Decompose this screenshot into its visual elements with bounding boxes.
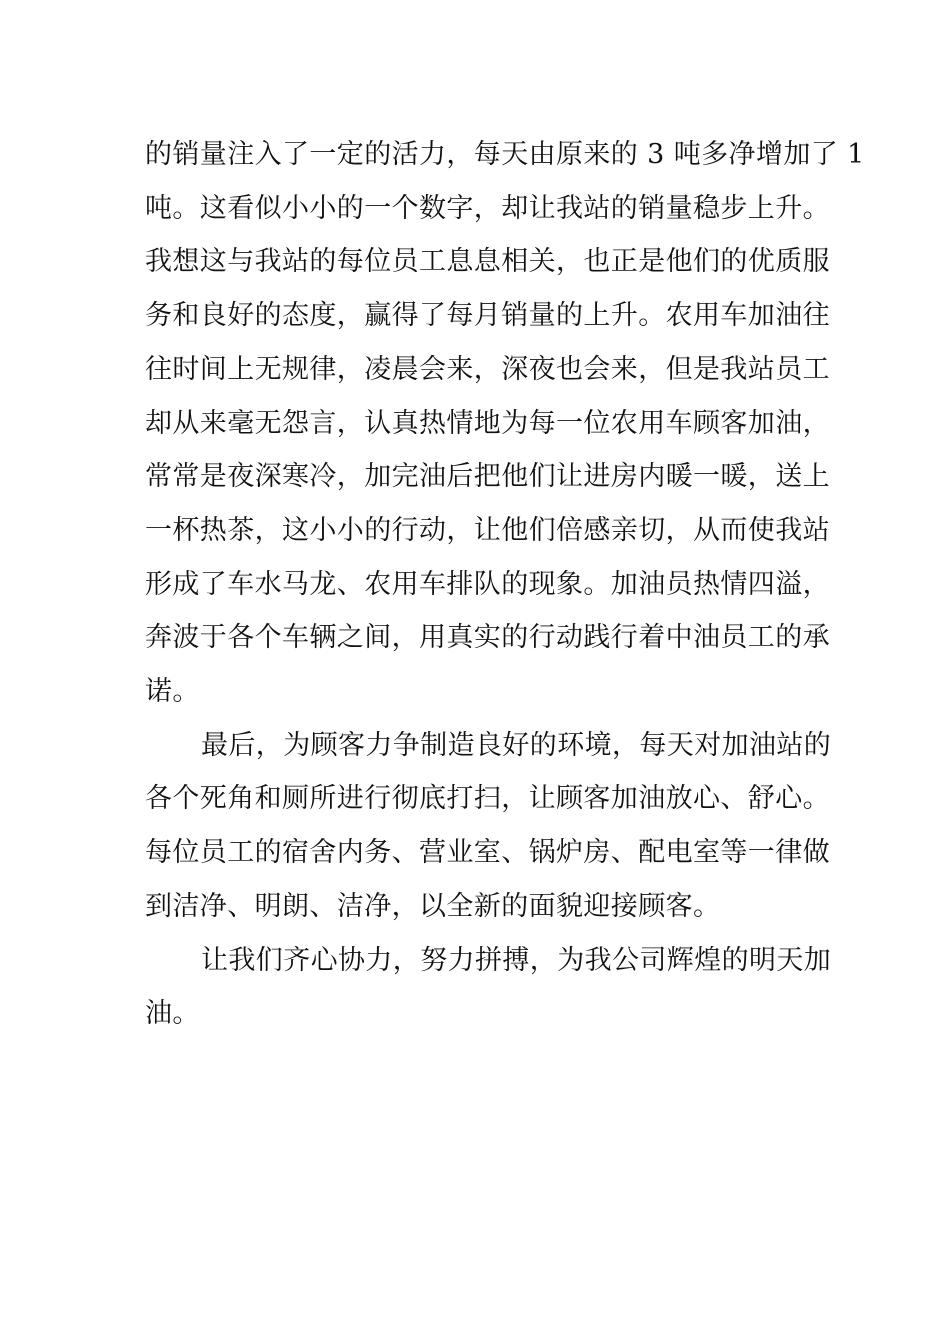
text-line: 往时间上无规律，凌晨会来，深夜也会来，但是我站员工 bbox=[145, 353, 830, 385]
text-line: 我想这与我站的每位员工息息相关，也正是他们的优质服 bbox=[145, 246, 830, 278]
text-line: 每位员工的宿舍内务、营业室、锅炉房、配电室等一律做 bbox=[145, 837, 830, 869]
text-line: 一杯热茶，这小小的行动，让他们倍感亲切，从而使我站 bbox=[145, 514, 830, 546]
text-line: 油。 bbox=[145, 998, 200, 1030]
text-line: 形成了车水马龙、农用车排队的现象。加油员热情四溢， bbox=[145, 568, 830, 600]
text-line: 奔波于各个车辆之间，用真实的行动践行着中油员工的承 bbox=[145, 622, 830, 654]
text-line: 各个死角和厕所进行彻底打扫，让顾客加油放心、舒心。 bbox=[145, 783, 830, 815]
text-line: 吨。这看似小小的一个数字，却让我站的销量稳步上升。 bbox=[145, 192, 830, 224]
text-line: 却从来毫无怨言，认真热情地为每一位农用车顾客加油， bbox=[145, 407, 830, 439]
text-line: 常常是夜深寒冷，加完油后把他们让进房内暖一暖，送上 bbox=[145, 461, 830, 493]
text-line: 到洁净、明朗、洁净，以全新的面貌迎接顾客。 bbox=[145, 890, 721, 922]
text-line: 务和良好的态度，赢得了每月销量的上升。农用车加油往 bbox=[145, 300, 830, 332]
text-line: 诺。 bbox=[145, 676, 200, 708]
paragraph-1 bbox=[145, 128, 865, 719]
text-line: 让我们齐心协力，努力拼搏，为我公司辉煌的明天加 bbox=[201, 944, 832, 976]
text-line: 的销量注入了一定的活力，每天由原来的 3 吨多净增加了 1 bbox=[145, 139, 865, 170]
document-body bbox=[145, 128, 865, 1041]
text-line: 最后，为顾客力争制造良好的环境，每天对加油站的 bbox=[201, 729, 832, 761]
paragraph-2 bbox=[145, 719, 832, 934]
paragraph-3 bbox=[145, 934, 832, 1041]
